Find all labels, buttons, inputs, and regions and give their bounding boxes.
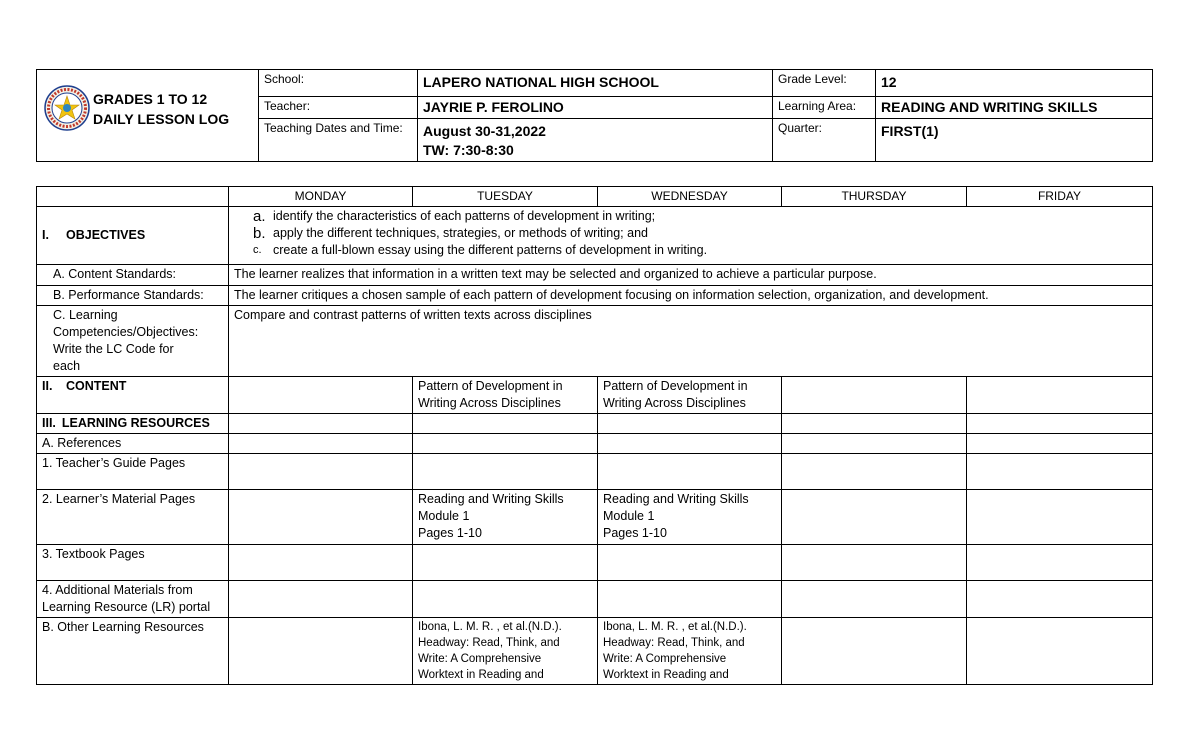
day-thursday: THURSDAY xyxy=(782,187,967,207)
learners-material-label: 2. Learner’s Material Pages xyxy=(37,490,229,545)
references-row xyxy=(37,434,1153,454)
header-logo-cell xyxy=(37,70,259,162)
objective-text: identify the characteristics of each patterns of development in writing; xyxy=(273,209,656,223)
school-label: School: xyxy=(259,70,418,97)
performance-standards-label: B. Performance Standards: xyxy=(37,286,229,306)
textbook-label: 3. Textbook Pages xyxy=(37,545,229,581)
learning-resources-row xyxy=(37,414,1153,434)
objective-marker: b. xyxy=(253,225,266,242)
day-friday: FRIDAY xyxy=(967,187,1153,207)
learners-material-tuesday: Reading and Writing Skills Module 1 Pages 1-10 xyxy=(413,490,598,545)
header-title-line1: GRADES 1 TO 12 xyxy=(93,91,208,107)
header-title xyxy=(93,89,229,129)
teachers-guide-row xyxy=(37,454,1153,490)
content-standards-label: A. Content Standards: xyxy=(37,265,229,286)
teaching-time-value: TW: 7:30-8:30 xyxy=(423,142,514,158)
days-header-blank xyxy=(37,187,229,207)
lesson-log-table xyxy=(36,186,1153,685)
objectives-label: OBJECTIVES xyxy=(66,228,146,242)
day-tuesday: TUESDAY xyxy=(413,187,598,207)
objectives-row xyxy=(37,207,1153,265)
school-value: LAPERO NATIONAL HIGH SCHOOL xyxy=(418,70,773,97)
teaching-dates-cell xyxy=(418,119,773,162)
content-tuesday: Pattern of Development in Writing Across Disciplines xyxy=(413,377,598,414)
competencies-label: C. Learning Competencies/Objectives: Write the LC Code for each xyxy=(37,306,229,377)
content-label: CONTENT xyxy=(66,379,127,393)
content-row xyxy=(37,377,1153,414)
content-standards-row xyxy=(37,265,1153,286)
content-numeral: II. xyxy=(42,379,53,393)
objectives-content xyxy=(229,207,1153,265)
references-label: A. References xyxy=(37,434,229,454)
teaching-dates-value: August 30-31,2022 xyxy=(423,123,546,139)
learning-area-value: READING AND WRITING SKILLS xyxy=(876,97,1153,119)
content-friday xyxy=(967,377,1153,414)
teacher-value: JAYRIE P. FEROLINO xyxy=(418,97,773,119)
quarter-value: FIRST(1) xyxy=(876,119,1153,162)
objective-item xyxy=(253,242,1147,259)
day-monday: MONDAY xyxy=(229,187,413,207)
objective-marker: c. xyxy=(253,244,262,256)
other-resources-wednesday: Ibona, L. M. R. , et al.(N.D.). Headway: Read, Think, and Write: A Comprehensive Worktext in Reading and xyxy=(598,618,782,685)
objectives-numeral: I. xyxy=(42,228,49,242)
other-resources-tuesday: Ibona, L. M. R. , et al.(N.D.). Headway: Read, Think, and Write: A Comprehensive Worktext in Reading and xyxy=(413,618,598,685)
textbook-row xyxy=(37,545,1153,581)
objective-marker: a. xyxy=(253,208,266,225)
days-header-row xyxy=(37,187,1153,207)
header-table xyxy=(36,69,1153,162)
additional-materials-row xyxy=(37,581,1153,618)
teacher-label: Teacher: xyxy=(259,97,418,119)
other-resources-row xyxy=(37,618,1153,685)
additional-materials-label: 4. Additional Materials from Learning Resource (LR) portal xyxy=(37,581,229,618)
objectives-list xyxy=(253,208,1147,259)
objectives-heading xyxy=(37,207,229,265)
grade-level-value: 12 xyxy=(876,70,1153,97)
deped-seal-icon xyxy=(44,85,90,131)
objective-item xyxy=(253,225,1147,242)
other-resources-label: B. Other Learning Resources xyxy=(37,618,229,685)
quarter-label: Quarter: xyxy=(773,119,876,162)
content-thursday xyxy=(782,377,967,414)
content-monday xyxy=(229,377,413,414)
learning-resources-heading xyxy=(37,414,229,434)
content-standards-text: The learner realizes that information in a written text may be selected and organized to achieve a particular purpose. xyxy=(229,265,1153,286)
performance-standards-text: The learner critiques a chosen sample of each pattern of development focusing on information selection, organization, and development. xyxy=(229,286,1153,306)
objective-item xyxy=(253,208,1147,225)
learning-area-label: Learning Area: xyxy=(773,97,876,119)
objective-text: create a full-blown essay using the different patterns of development in writing. xyxy=(273,243,708,257)
learning-resources-numeral: III. xyxy=(42,416,56,430)
content-wednesday: Pattern of Development in Writing Across Disciplines xyxy=(598,377,782,414)
performance-standards-row xyxy=(37,286,1153,306)
competencies-row xyxy=(37,306,1153,377)
learning-resources-label: LEARNING RESOURCES xyxy=(61,416,210,430)
header-title-line2: DAILY LESSON LOG xyxy=(93,111,230,127)
objective-text: apply the different techniques, strategies, or methods of writing; and xyxy=(273,226,648,240)
teachers-guide-label: 1. Teacher’s Guide Pages xyxy=(37,454,229,490)
day-wednesday: WEDNESDAY xyxy=(598,187,782,207)
learners-material-row xyxy=(37,490,1153,545)
content-heading xyxy=(37,377,229,414)
competencies-text: Compare and contrast patterns of written texts across disciplines xyxy=(229,306,1153,377)
learners-material-wednesday: Reading and Writing Skills Module 1 Pages 1-10 xyxy=(598,490,782,545)
grade-level-label: Grade Level: xyxy=(773,70,876,97)
teaching-dates-label: Teaching Dates and Time: xyxy=(259,119,418,162)
